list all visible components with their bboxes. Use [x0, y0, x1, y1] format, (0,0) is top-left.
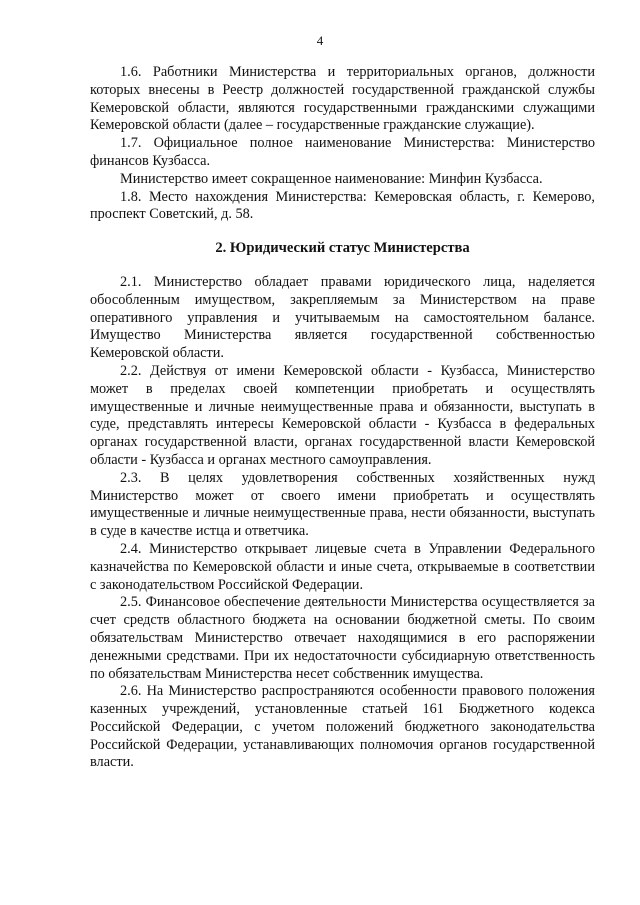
paragraph-1-6: 1.6. Работники Министерства и территориальных органов, должности которых внесены в Реестр должностей государственной гражданской службы Кемеровской области, являются государственными гражданскими служащими Кемеровской области (далее – государственные гражданские служащие). — [90, 64, 595, 134]
document-body — [90, 64, 595, 772]
paragraph-1-8: 1.8. Место нахождения Министерства: Кемеровская область, г. Кемерово, проспект Советский, д. 58. — [90, 188, 595, 223]
paragraph-2-5: 2.5. Финансовое обеспечение деятельности Министерства осуществляется за счет средств областного бюджета на основании бюджетной сметы. По своим обязательствам Министерство отвечает находящимися в его распоряжении денежными средствами. При их недостаточности субсидиарную ответственность по обязательствам Министерства несет собственник имущества. — [90, 594, 595, 682]
section-heading: 2. Юридический статус Министерства — [215, 240, 470, 257]
paragraph-2-2: 2.2. Действуя от имени Кемеровской области - Кузбасса, Министерство может в пределах своей компетенции приобретать и осуществлять имущественные и личные неимущественные права и обязанности, выступать в суде, представлять интересы Кемеровской области - Кузбасса в федеральных органах государственной власти, органах государственной власти Кемеровской области - Кузбасса и органах местного самоуправления. — [90, 362, 595, 468]
paragraph-2-3: 2.3. В целях удовлетворения собственных хозяйственных нужд Министерство может от своего имени приобретать и осуществлять имущественные и личные неимущественные права, нести обязанности, выступать в суде в качестве истца и ответчика. — [90, 469, 595, 540]
paragraph-short-name: Министерство имеет сокращенное наименование: Минфин Кузбасса. — [120, 170, 543, 187]
paragraph-2-4: 2.4. Министерство открывает лицевые счета в Управлении Федерального казначейства по Кемеровской области и иные счета, открываемые в соответствии с законодательством Российской Федерации. — [90, 540, 595, 593]
paragraph-2-1: 2.1. Министерство обладает правами юридического лица, наделяется обособленным имуществом, закрепляемым за Министерством на праве оперативного управления и учитываемым на самостоятельном балансе. Имущество Министерства является государственной собственностью Кемеровской области. — [90, 273, 595, 362]
paragraph-1-7: 1.7. Официальное полное наименование Министерства: Министерство финансов Кузбасса. — [90, 135, 595, 169]
paragraph-2-6: 2.6. На Министерство распространяются особенности правового положения казенных учреждений, установленные статьей 161 Бюджетного кодекса Российской Федерации, с учетом положений бюджетного законодательства Российской Федерации, устанавливающих полномочия органов государственной власти. — [90, 683, 595, 771]
page-number: 4 — [316, 33, 324, 48]
